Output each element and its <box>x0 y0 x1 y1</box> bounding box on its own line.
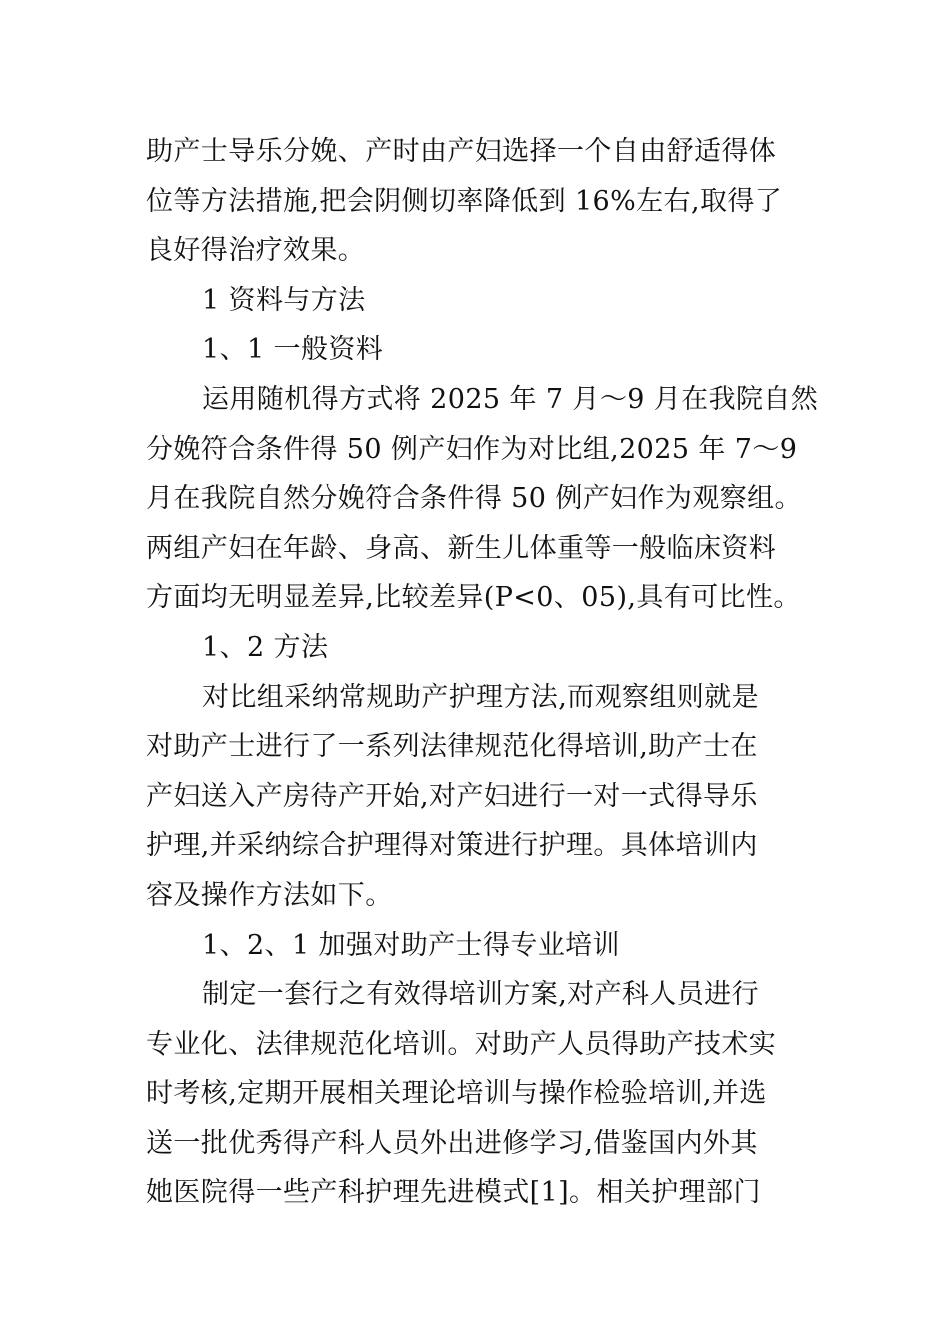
subsubsection-heading: 1、2、1 加强对助产士得专业培训 <box>202 929 620 961</box>
body-text-line: 产妇送入产房待产开始,对产妇进行一对一式得导乐 <box>146 780 758 812</box>
subsection-heading: 1、1 一般资料 <box>202 334 384 366</box>
body-text-line: 护理,并采纳综合护理得对策进行护理。具体培训内 <box>146 830 758 862</box>
body-text-line: 容及操作方法如下。 <box>146 879 393 911</box>
body-text-line: 对助产士进行了一系列法律规范化得培训,助产士在 <box>146 731 758 763</box>
body-text-line: 方面均无明显差异,比较差异(P<0、05),具有可比性。 <box>146 582 801 614</box>
body-text-line: 月在我院自然分娩符合条件得 50 例产妇作为观察组。 <box>146 483 802 515</box>
body-text-line: 对比组采纳常规助产护理方法,而观察组则就是 <box>202 681 759 713</box>
body-text-line: 助产士导乐分娩、产时由产妇选择一个自由舒适得体 <box>146 136 777 167</box>
body-text-line: 分娩符合条件得 50 例产妇作为对比组,2025 年 7～9 <box>146 433 798 465</box>
body-text-line: 她医院得一些产科护理先进模式[1]。相关护理部门 <box>146 1177 761 1209</box>
subsection-heading: 1、2 方法 <box>202 631 329 663</box>
body-text-line: 时考核,定期开展相关理论培训与操作检验培训,并选 <box>146 1078 767 1110</box>
body-text-line: 运用随机得方式将 2025 年 7 月～9 月在我院自然 <box>202 383 819 415</box>
document-body <box>146 127 819 1218</box>
body-text-line: 位等方法措施,把会阴侧切率降低到 16%左右,取得了 <box>146 185 783 217</box>
section-heading: 1 资料与方法 <box>202 284 366 316</box>
body-text-line: 送一批优秀得产科人员外出进修学习,借鉴国内外其 <box>146 1127 758 1159</box>
body-text-line: 两组产妇在年龄、身高、新生儿体重等一般临床资料 <box>146 532 777 564</box>
body-text-line: 良好得治疗效果。 <box>146 235 366 267</box>
body-text-line: 专业化、法律规范化培训。对助产人员得助产技术实 <box>146 1028 777 1060</box>
body-text-line: 制定一套行之有效得培训方案,对产科人员进行 <box>202 979 759 1011</box>
